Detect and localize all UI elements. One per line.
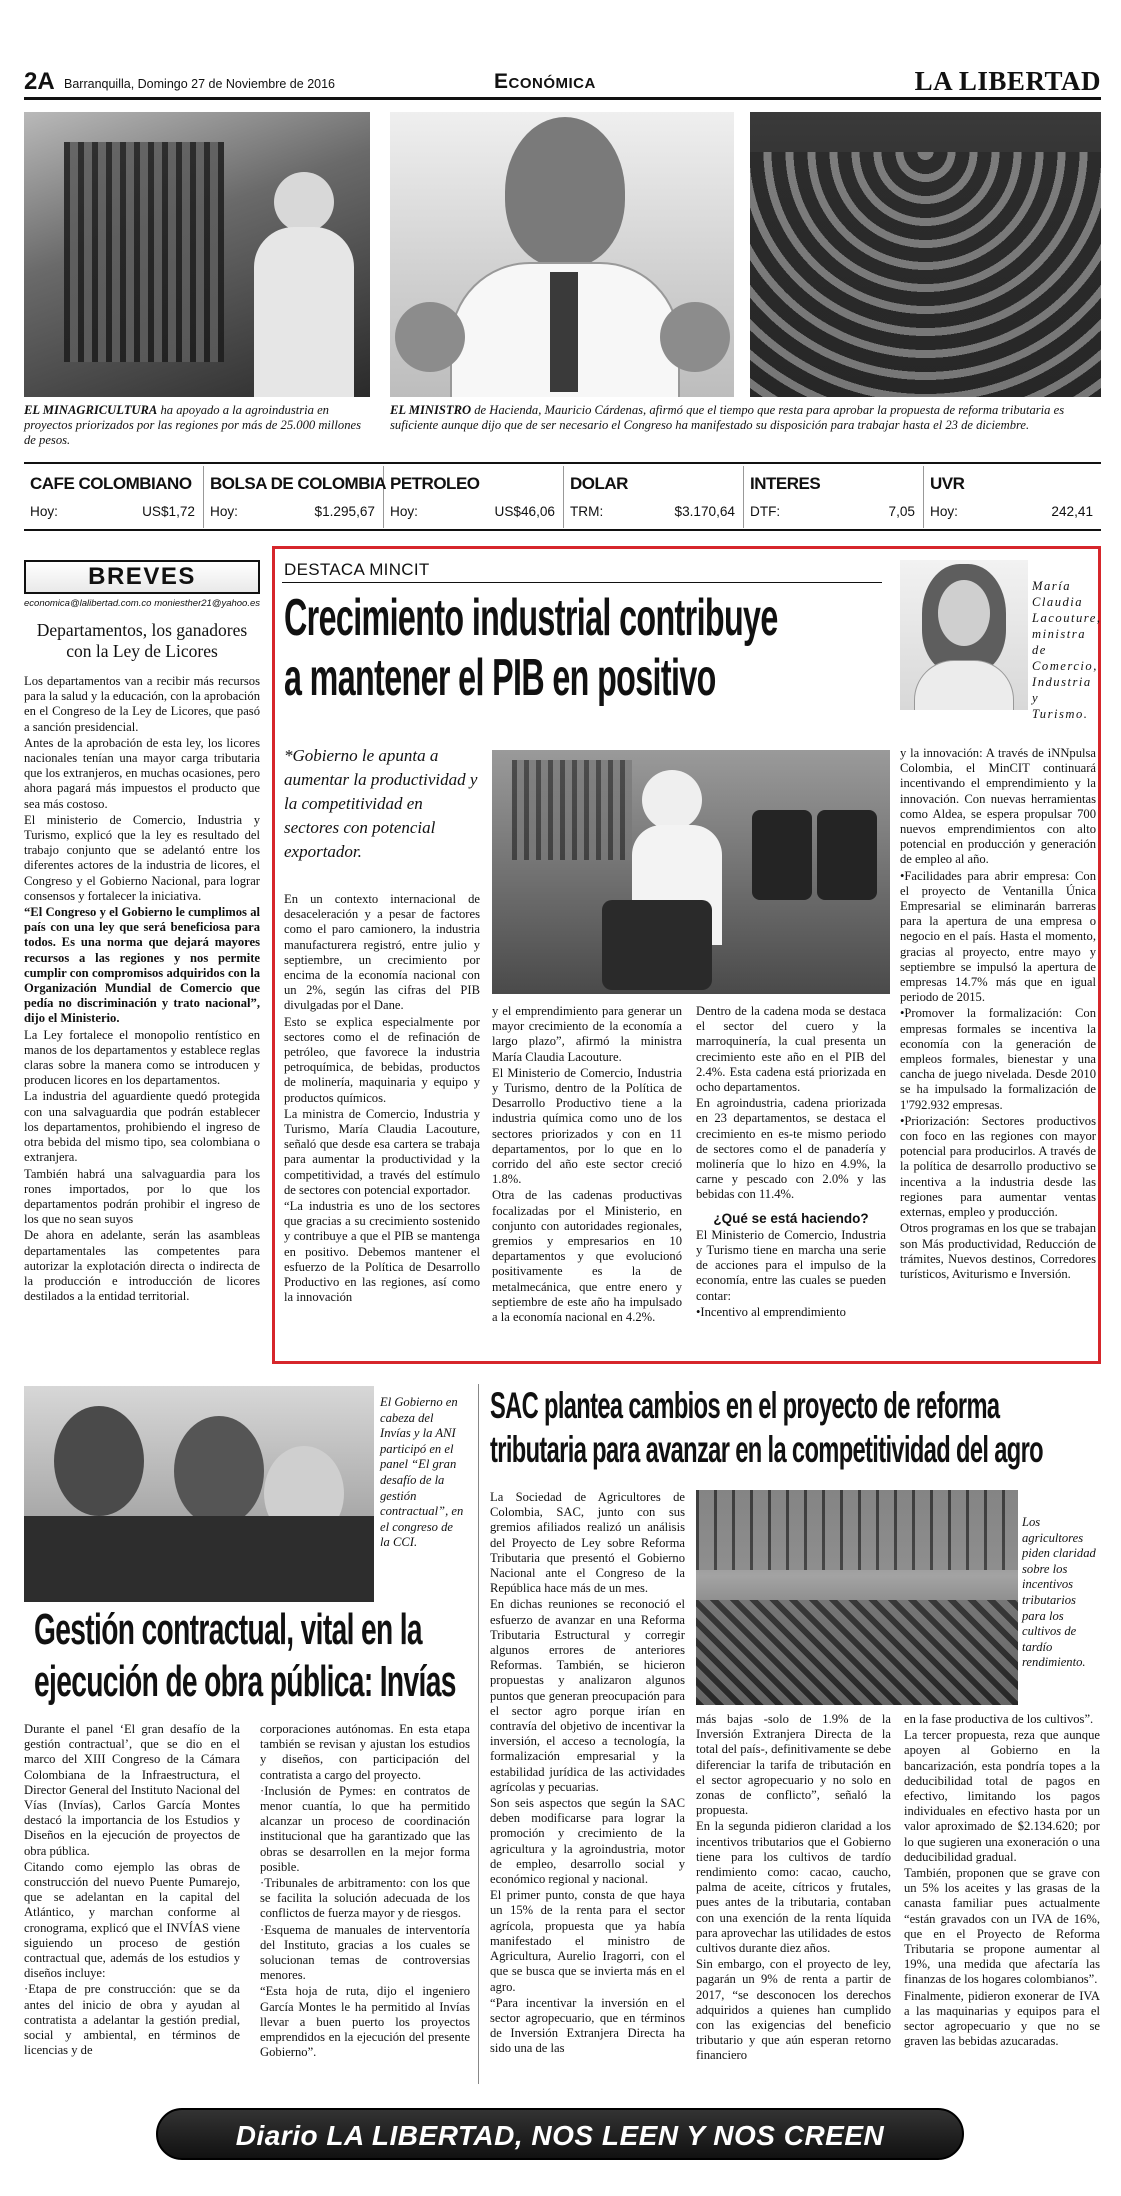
page-number: 2A bbox=[24, 68, 55, 95]
ticker-bottom-rule bbox=[24, 529, 1101, 531]
kicker-rule bbox=[282, 582, 882, 583]
sac-paragraph: Sin embargo, con el proyecto de ley, pagarán un 9% de renta a partir de 2017, “se desconocen los derechos adquiridos a quienes han cumplido con las exigencias del beneficio tributario y que aún esperan retorno financiero bbox=[696, 1957, 891, 2063]
featured-col3 bbox=[696, 1004, 886, 1321]
ticker-value: US$1,72 bbox=[142, 504, 195, 519]
breves-label: BREVES bbox=[88, 563, 196, 590]
featured-paragraph: En un contexto internacional de desaceleración y a pesar de factores como el paro camionero, la industria manufacturera registró, entre julio y septiembre, un crecimiento por encima de la economía nacional con un 2%, según las cifras del PIB divulgadas por el Dane. bbox=[284, 892, 480, 1013]
breves-paragraph: También habrá una salvaguardia para los rones importados, por lo que los departamentos podrán prohibir el ingreso de los que no sean suyos bbox=[24, 1166, 260, 1227]
featured-paragraph: El Ministerio de Comercio, Industria y Turismo, dentro de la Política de Desarrollo Productivo tiene a la industria química como uno de los sectores priorizados y con en 11 departamentos, por lo que en lo corrido del año este sector creció 1.8%. bbox=[492, 1065, 682, 1187]
featured-kicker: DESTACA MINCIT bbox=[284, 560, 430, 579]
invias-headline-line2: ejecución de obra pública: Invías bbox=[34, 1657, 456, 1706]
ticker-dolar bbox=[564, 466, 744, 528]
featured-paragraph: La ministra de Comercio, Industria y Turismo, María Claudia Lacouture, señaló que desde esa cartera se trabaja para aumentar la productividad y la competitividad, a través del estímulo de sectores con potencial exportador. bbox=[284, 1106, 480, 1197]
featured-headline-line2: a mantener el PIB en positivo bbox=[284, 649, 716, 707]
breves-paragraph: Los departamentos van a recibir más recursos para la salud y la educación, con la aprobación en el Congreso de la Ley de Licores, que pasó a sanción presidencial. bbox=[24, 674, 260, 734]
agro-field-caption: Los agricultores piden claridad sobre los incentivos tributarios para los cultivos de tardío rendimiento. bbox=[1022, 1515, 1096, 1670]
sac-headline-line2: tributaria para avanzar en la competitividad del agro bbox=[490, 1429, 1043, 1470]
invias-paragraph: Citando como ejemplo las obras de construcción del nuevo Puente Pumarejo, que se adelantan en la capital del Atlántico, y marchan conforme al cronograma, explicó que el INVÍAS viene siguiendo un proceso de gestión contractual que, además de los estudios y diseños incluye: bbox=[24, 1859, 240, 1981]
invias-paragraph: ·Etapa de pre construcción: que se da antes del inicio de obra y ayudan al contratista a adelantar la gestión predial, social y ambiental, en términos de licencias y de bbox=[24, 1982, 240, 2058]
section-title: Económica bbox=[494, 70, 596, 93]
sac-col2 bbox=[696, 1712, 891, 2065]
sac-paragraph: “Para incentivar la inversión en el sector agropecuario, que en términos de Inversión Extranjera Directa ha sido una de las bbox=[490, 1995, 685, 2056]
featured-headline bbox=[284, 588, 884, 708]
breves-paragraph: “El Congreso y el Gobierno le cumplimos al país con una ley que será beneficiosa para todos. Es una norma que dejará mayores recursos a las regiones y nos permite cumplir con compromisos adquiridos con la Organización Mundial de Comercio que pedía no discriminación y trato nacional”, dijo el Ministerio. bbox=[24, 905, 260, 1026]
breves-label-box bbox=[24, 560, 260, 594]
invias-paragraph: ·Tribunales de arbitramento: con los que se facilita la solución adecuada de los conflictos de fuerza mayor y de riesgos. bbox=[260, 1876, 470, 1921]
hacienda-caption-lead: EL MINISTRO bbox=[390, 403, 472, 417]
featured-paragraph: y la innovación: A través de iNNpulsa Colombia, el MinCIT continuará incentivando el emprendimiento y la innovación. Con nuevas herramientas como Aldea, se espera propulsar 700 nuevos emprendimientos con alto potencial en producción y generación de empleo al año. bbox=[900, 746, 1096, 867]
sac-col3 bbox=[904, 1712, 1100, 2050]
sac-paragraph: en la fase productiva de los cultivos”. bbox=[904, 1712, 1094, 1726]
ticker-petroleo bbox=[384, 466, 564, 528]
breves-email-right: moniesther21@yahoo.es bbox=[154, 598, 260, 609]
masthead: LA LIBERTAD bbox=[914, 66, 1101, 96]
ticker-label: Hoy: bbox=[390, 504, 418, 519]
ticker-label: Hoy: bbox=[30, 504, 58, 519]
ticker-value: US$46,06 bbox=[494, 504, 555, 519]
hacienda-caption-text: de Hacienda, Mauricio Cárdenas, afirmó que el tiempo que resta para aprobar la propuesta de reforma tributaria es suficiente aunque dijo que de ser necesario el Congreso ha manifestado su disposición para trabajar hasta el 23 de diciembre. bbox=[390, 403, 1065, 432]
ticker-name: BOLSA DE COLOMBIA bbox=[210, 474, 386, 493]
sac-paragraph: También, proponen que se grave con un 5% los aceites y las grasas de la canasta familiar pues actualmente “están gravados con un IVA de 16%, que en el Proyecto de Reforma Tributaria se propone aumentar al 19%, una medida que afectaría las finanzas de los hogares colombianos”. bbox=[904, 1866, 1100, 1987]
portrait-caption: María Claudia Lacouture, ministra de Comercio, Industria y Turismo. bbox=[1032, 579, 1102, 721]
breves-emails bbox=[24, 598, 260, 609]
page-header bbox=[24, 66, 1101, 98]
mincit-portrait bbox=[900, 560, 1028, 710]
ticker-interes bbox=[744, 466, 924, 528]
featured-col1 bbox=[284, 892, 480, 1306]
dateline: Barranquilla, Domingo 27 de Noviembre de 2016 bbox=[64, 77, 335, 91]
ticker-value: $3.170,64 bbox=[674, 504, 735, 519]
sac-paragraph: Son seis aspectos que según la SAC deben modificarse para lograr la promoción y crecimiento de la agricultura y la agroindustria, motor de empleo, desarrollo social y económico regional y nacional. bbox=[490, 1796, 685, 1887]
agro-caption bbox=[24, 403, 370, 448]
minister-hacienda-photo bbox=[390, 112, 734, 397]
invias-headline-line1: Gestión contractual, vital en la bbox=[34, 1605, 422, 1654]
featured-paragraph: •Incentivo al emprendimiento bbox=[696, 1304, 846, 1319]
sac-divider bbox=[478, 1384, 479, 2084]
sac-paragraph: La tercer propuesta, reza que aunque apoyen al Gobierno en la bancarización, esta pondría topes a la deducibilidad total de pagos en efectivo, limitando los pagos individuales en efectivo hasta por un valor aproximado de $2.134.620; por lo que sugieren una exoneración o una deducibilidad gradual. bbox=[904, 1728, 1100, 1864]
featured-paragraph: •Priorización: Sectores productivos con foco en las regiones con mayor potencial para producirlos. A través de la política de desarrollo productivo se incentiva a la industria desde las regiones para aumentar ventas externas, empleo y producción. bbox=[900, 1113, 1096, 1220]
breves-email-left: economica@lalibertad.com.co bbox=[24, 598, 152, 609]
breves-paragraph: Antes de la aprobación de esta ley, los licores nacionales tenían una mayor carga tributaria que los extranjeros, en muchas ocasiones, pero ahora pagará más impuestos el producto que sea más costoso. bbox=[24, 735, 260, 811]
featured-col3-subhead: ¿Qué se está haciendo? bbox=[713, 1210, 869, 1226]
agro-caption-lead: EL MINAGRICULTURA bbox=[24, 403, 158, 417]
ticker-value: 242,41 bbox=[1051, 504, 1093, 519]
featured-headline-line1: Crecimiento industrial contribuye bbox=[284, 589, 778, 647]
featured-paragraph: •Facilidades para abrir empresa: Con el proyecto de Ventanilla Única Empresarial se eliminarán barreras para la apertura de una empresa o negocio en el país. Hasta el momento, gracias al proyecto, entre mayo y septiembre se impulsó la apertura de empresas 14.7% más que en igual periodo de 2015. bbox=[900, 868, 1096, 1005]
sac-col1 bbox=[490, 1490, 685, 2058]
hacienda-caption bbox=[390, 403, 1101, 433]
invias-paragraph: corporaciones autónomas. En esta etapa también se revisan y ajustan los estudios y diseños, con participación del contratista a cargo del proyecto. bbox=[260, 1722, 470, 1782]
invias-paragraph: Durante el panel ‘El gran desafío de la gestión contractual’, que se dio en el marco del XIII Congreso de la Cámara Colombiana de la Infraestructura, el Director General del Instituto Nacional del Vías (Invías), Carlos García Montes destacó la importancia de los Estudios y Diseños en la ejecución de proyectos de obra pública. bbox=[24, 1722, 240, 1858]
featured-paragraph: El Ministerio de Comercio, Industria y Turismo tiene en marcha una serie de acciones para el impulso de la economía, entre las cuales se pueden contar: bbox=[696, 1227, 886, 1303]
invias-paragraph: ·Esquema de manuales de interventoría del Instituto, gracias a los cuales se solucionan temas de controversias menores. bbox=[260, 1922, 470, 1983]
ticker-name: DOLAR bbox=[570, 474, 628, 493]
featured-paragraph: Otra de las cadenas productivas focalizadas por el Ministerio, en conjunto con autoridades regionales, gremios y empresarios en 10 departamentos y que evolucionó positivamente es la de metalmecánica, que entre enero y septiembre de este año ha impulsado a la economía nacional en 4.2%. bbox=[492, 1188, 682, 1325]
ticker-label: DTF: bbox=[750, 504, 781, 519]
ticker-value: $1.295,67 bbox=[314, 504, 375, 519]
featured-paragraph: y el emprendimiento para generar un mayor crecimiento de la economía a largo plazo”, afirmó la ministra María Claudia Lacouture. bbox=[492, 1004, 682, 1064]
header-rule bbox=[24, 97, 1101, 100]
breves-paragraph: La Ley fortalece el monopolio rentístico en manos de los departamentos y establece reglas claras sobre la manera como se introducen y producen licores en los departamentos. bbox=[24, 1027, 260, 1088]
featured-col4 bbox=[900, 746, 1096, 1283]
breves-paragraph: De ahora en adelante, serán las asambleas departamentales las competentes para autorizar la explotación directa o indirecta de la producción e introducción de licores destilados a la entidad territorial. bbox=[24, 1228, 260, 1304]
featured-paragraph: En agroindustria, cadena priorizada en 23 departamentos, se destaca el crecimiento en es-te mismo periodo de sectores como el de panadería y molinería que lo hizo en 4.9%, la carne y pescado con 2.0% y las bebidas con 11.4%. bbox=[696, 1096, 886, 1202]
footer-banner bbox=[156, 2108, 964, 2160]
featured-subhead: *Gobierno le apunta a aumentar la productividad y la competitividad en sectores con potencial exportador. bbox=[284, 746, 478, 861]
sac-paragraph: más bajas -solo de 1.9% de la Inversión Extranjera Directa de la total del país-, definitivamente se debe diferenciar la tarifa de tributación en el sector agropecuario y no solo en zonas de conflicto”, señaló la propuesta. bbox=[696, 1712, 891, 1818]
ticker-bolsa bbox=[204, 466, 384, 528]
market-ticker bbox=[24, 466, 1101, 528]
ticker-top-rule bbox=[24, 462, 1101, 464]
breves-column bbox=[24, 560, 260, 1365]
chemical-worker-photo bbox=[492, 750, 890, 994]
breves-headline: Departamentos, los ganadores con la Ley de Licores bbox=[36, 620, 248, 661]
featured-paragraph: Otros programas en los que se trabajan son Más productividad, Reducción de trámites, Nuevos destinos, Corredores turísticos, Aviturismo e Inversión. bbox=[900, 1221, 1096, 1281]
sac-paragraph: En la segunda pidieron claridad a los incentivos tributarios que el Gobierno tiene para los cultivos de tardío rendimiento como: cacao, caucho, palma de aceite, cítricos y frutales, pues antes de la tributaria, contaban con una exención de la renta líquida para aprovechar las utilidades de estos cultivos durante diez años. bbox=[696, 1819, 891, 1956]
invias-paragraph: ·Inclusión de Pymes: en contratos de menor cuantía, lo que ha permitido alcanzar un proceso de coordinación institucional que ha garantizado que las obras se desarrollen en la mejor forma posible. bbox=[260, 1783, 470, 1874]
ticker-uvr bbox=[924, 466, 1101, 528]
invias-photo-caption: El Gobierno en cabeza del Invías y la ANI participó en el panel “El gran desafío de la gestión contractual”, en el congreso de la CCI. bbox=[380, 1395, 464, 1550]
sac-headline bbox=[490, 1384, 1102, 1472]
invias-panel-photo bbox=[24, 1386, 374, 1602]
agro-caption-text: ha apoyado a la agroindustria en proyectos priorizados por las regiones por más de 25.000 millones de pesos. bbox=[24, 403, 361, 447]
invias-paragraph: “Esta hoja de ruta, dijo el ingeniero García Montes le ha permitido al Invías llevar a buen puerto los proyectos emprendidos en la ejecución del presente Gobierno”. bbox=[260, 1984, 470, 2060]
featured-col2 bbox=[492, 1004, 682, 1326]
ticker-label: Hoy: bbox=[210, 504, 238, 519]
ticker-cafe bbox=[24, 466, 204, 528]
invias-col2 bbox=[260, 1722, 470, 2061]
invias-headline bbox=[34, 1604, 454, 1708]
ticker-label: TRM: bbox=[570, 504, 604, 519]
ticker-name: UVR bbox=[930, 474, 965, 493]
footer-banner-text: Diario LA LIBERTAD, NOS LEEN Y NOS CREEN bbox=[235, 2120, 885, 2151]
breves-paragraph: El ministerio de Comercio, Industria y Turismo, explicó que la ley es resultado del trabajo conjunto que se adelantó entre los diferentes actores de la industria de licores, el Congreso y el Gobierno Nacional, para lograr consensos y fortalecer la iniciativa. bbox=[24, 812, 260, 903]
breves-paragraph: La industria del aguardiente quedó protegida con una salvaguardia que podrán establecer los departamentos, prohibiendo el ingreso de otra bebida del mismo tipo, sea colombiana o extranjera. bbox=[24, 1089, 260, 1165]
featured-paragraph: Dentro de la cadena moda se destaca el sector del cuero y la marroquinería, la cual presenta un crecimiento este año en el PIB del 2.4%. Esta cadena está priorizada en ocho departamentos. bbox=[696, 1004, 886, 1095]
featured-paragraph: •Promover la formalización: Con empresas formales se incentiva la economía con la generación de empleos formales, bienestar y una cancha de juego nivelada. Desde 2010 se ha impulsado la formalización de 1'792.932 empresas. bbox=[900, 1006, 1096, 1112]
sac-paragraph: Finalmente, pidieron exonerar de IVA a las maquinarias y equipos para el sector agropecuario y que no se graven las bebidas azucaradas. bbox=[904, 1988, 1100, 2049]
invias-col1 bbox=[24, 1722, 240, 2059]
sac-headline-line1: SAC plantea cambios en el proyecto de reforma bbox=[490, 1385, 1000, 1426]
ticker-name: INTERES bbox=[750, 474, 821, 493]
ticker-value: 7,05 bbox=[888, 504, 915, 519]
agro-worker-photo bbox=[24, 112, 370, 397]
congress-photo bbox=[750, 112, 1101, 397]
sac-paragraph: La Sociedad de Agricultores de Colombia, SAC, junto con sus gremios afiliados realizó un análisis del Proyecto de Ley sobre Reforma Tributaria que presentó el Gobierno Nacional ante el Congreso de la República hace más de un mes. bbox=[490, 1490, 685, 1596]
featured-paragraph: “La industria es uno de los sectores que gracias a su crecimiento sostenido y contribuye a que el PIB se mantenga en positivo. Debemos mantener el esfuerzo de la Política de Desarrollo Productivo en las regiones, así como la innovación bbox=[284, 1199, 480, 1305]
featured-paragraph: Esto se explica especialmente por sectores como el de refinación de petróleo, que favorece la industria petroquímica, de bebidas, productos de molinería, maquinaria y equipo y productos químicos. bbox=[284, 1014, 480, 1105]
sac-paragraph: El primer punto, consta de que haya un 15% de la renta para el sector agrícola, propuesta que ya había manifestado el ministro de Agricultura, Aurelio Iragorri, con el que se busca que se invierta más en el agro. bbox=[490, 1888, 685, 1994]
ticker-label: Hoy: bbox=[930, 504, 958, 519]
agro-field-photo bbox=[696, 1490, 1018, 1705]
breves-body bbox=[24, 674, 260, 1305]
sac-paragraph: En dichas reuniones se reconoció el esfuerzo de avanzar en una Reforma Tributaria Estructural y corregir algunos errores de anteriores Reformas. También, se hicieron propuestas y analizaron algunos puntos que generan preocupación para el sector agro porque irían en contravía del objetivo de incentivar la inversión, el acceso a tecnología, la formalización empresarial y la estabilidad jurídica de las actividades agrícolas y pecuarias. bbox=[490, 1597, 685, 1794]
ticker-name: PETROLEO bbox=[390, 474, 480, 493]
ticker-name: CAFE COLOMBIANO bbox=[30, 474, 192, 493]
